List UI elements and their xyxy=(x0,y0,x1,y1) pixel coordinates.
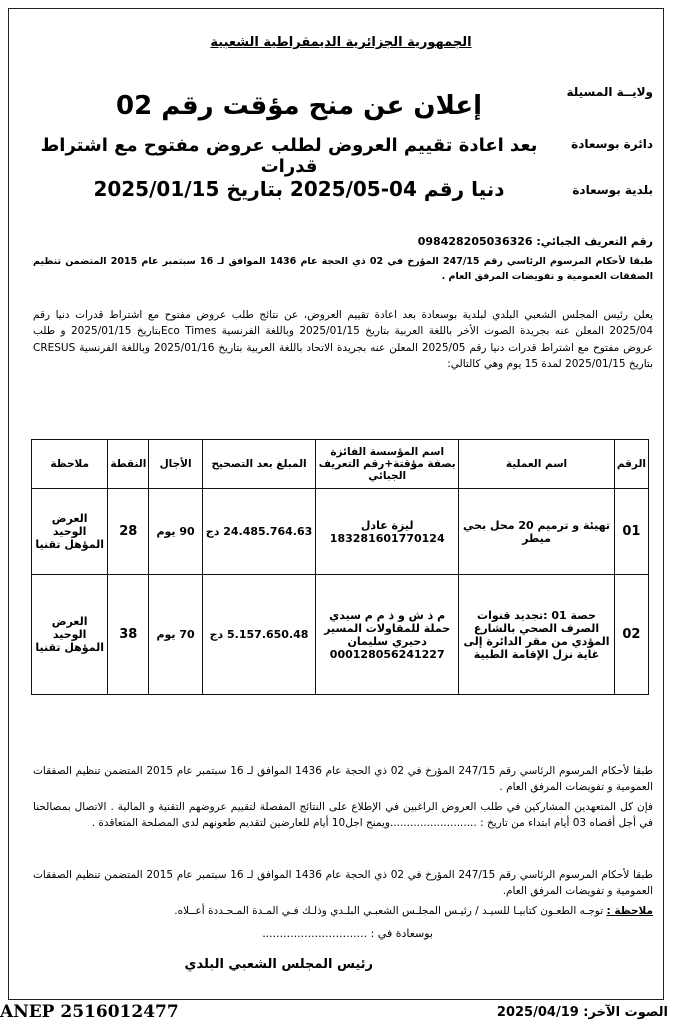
company-name: ليزة عادل xyxy=(360,518,414,532)
wilaya-label: ولايــة المسيلة xyxy=(566,85,653,99)
closing-decree-2: طبقا لأحكام المرسوم الرئاسي رقم 247/15 المؤرخ في 02 ذي الحجة عام 1436 الموافق لـ 16 سبتمبر عام 2015 المتضمن تنظيم الصفقات العمومية و تفويضات المرفق العام. xyxy=(33,869,654,898)
row-score: 28 xyxy=(108,489,149,575)
row-note: العرض الوحيد المؤهل تقنيا xyxy=(32,575,108,695)
col-delay: الأجال xyxy=(149,440,203,489)
row-operation: تهيئة و ترميم 20 محل بحي ميطر xyxy=(459,489,615,575)
col-operation: اسم العملية xyxy=(459,440,615,489)
closing-contact: فإن كل المتعهدين المشاركين في طلب العروض الراغبين في الإطلاع على النتائج المفصلة لتقييم عروضهم التقنية و المالية . الاتصال بمصالحنا في أجل أقصاه 03 أيام ابتداء من تاريخ : ..........................ويمنح اجل10 أيام للعارضين لتقديم طعونهم لدى المصلحة المتعاقدة . xyxy=(33,801,653,830)
newspaper-date: الصوت الآخر: 2025/04/19 xyxy=(496,1005,668,1020)
row-operation: حصة 01 :تجديد قنوات الصرف الصحي بالشارع المؤدي من مقر الدائرة إلى غاية نزل الإقامة الطبية xyxy=(459,575,615,695)
row-amount: 24.485.764.63 دج xyxy=(202,489,315,575)
signature-title: رئيس المجلس الشعبي البلدي xyxy=(184,957,373,972)
note-text: توجـه الطعـون كتابيـا للسيـد / رئيـس المجلـس الشعبـي البلـدي وذلـك فـي المـدة المـحـددة أعــلاه. xyxy=(174,905,604,917)
row-company xyxy=(316,489,459,575)
row-company xyxy=(316,575,459,695)
announcement-title: إعلان عن منح مؤقت رقم 02 xyxy=(116,91,482,121)
announcement-frame xyxy=(8,8,664,1000)
row-number: 02 xyxy=(614,575,648,695)
note-line xyxy=(33,903,653,919)
table-row xyxy=(32,489,649,575)
col-amount: المبلغ بعد التصحيح xyxy=(202,440,315,489)
announcement-subtitle: بعد اعادة تقييم العروض لطلب عروض مفتوح مع اشتراط قدرات xyxy=(40,135,538,177)
col-note: ملاحظة xyxy=(32,440,108,489)
announcement-reference: دنيا رقم 04-2025/05 بتاريخ 2025/01/15 xyxy=(93,177,505,201)
daira-label: دائرة بوسعادة xyxy=(571,137,653,151)
company-tax-id: 183281601770124 xyxy=(329,531,445,545)
row-note: العرض الوحيد المؤهل تقنيا xyxy=(32,489,108,575)
table-row xyxy=(32,575,649,695)
row-score: 38 xyxy=(108,575,149,695)
row-delay: 90 يوم xyxy=(149,489,203,575)
country-name: الجمهورية الجزائرية الديمقراطية الشعبية xyxy=(210,35,472,50)
anep-reference: ANEP 2516012477 xyxy=(0,1002,179,1022)
row-amount: 5.157.650.48 دج xyxy=(202,575,315,695)
col-score: النقطة xyxy=(108,440,149,489)
row-delay: 70 يوم xyxy=(149,575,203,695)
announcement-body xyxy=(29,27,653,999)
closing-decree: طبقا لأحكام المرسوم الرئاسي رقم 247/15 المؤرخ في 02 ذي الحجة عام 1436 الموافق لـ 16 سبتمبر عام 2015 المتضمن تنظيم الصفقات العمومية و تفويضات المرفق العام . xyxy=(33,765,654,794)
table-header-row xyxy=(32,440,649,489)
tax-id: رقم التعريف الجبائي: 098428205036326 xyxy=(417,235,653,248)
note-label: ملاحظة : xyxy=(606,905,653,917)
place-date: بوسعادة في : .............................. xyxy=(262,927,433,940)
intro-body: يعلن رئيس المجلس الشعبي البلدي لبلدية بوسعادة بعد اعادة تقييم العروض، عن نتائج طلب عروض مفتوح مع اشتراط قدرات دنيا رقم 2025/04 المعلن عنه بجريدة الصوت الأخر باللغة العربية بتاريخ 2025/01/15 وباللغة الفرنسية Eco Timesبتاريخ 2025/01/15 و طلب عروض مفتوح مع اشتراط قدرات دنيا رقم 2025/05 المعلن عنه بجريدة الاتحاد باللغة العربية بتاريخ 2025/01/16 وباللغة الفرنسية CRESUS بتاريخ 2025/01/15 لمدة 15 يوم وهي كالتالي: xyxy=(33,309,653,370)
decree-text: طبقا لأحكام المرسوم الرئاسي رقم 247/15 المؤرخ في 02 ذي الحجة عام 1436 الموافق لـ 16 سبتمبر عام 2015 المتضمن تنظيم الصفقات العمومية و تفويضات المرفق العام . xyxy=(33,256,653,282)
results-table xyxy=(31,439,649,695)
baladiya-label: بلدية بوسعادة xyxy=(572,183,653,197)
company-name: م ذ ش و ذ م م سيدي حملة للمقاولات المسير دحيري سليمان xyxy=(324,608,451,648)
company-tax-id: 000128056241227 xyxy=(329,647,445,661)
col-company: اسم المؤسسة الفائزة بصفة مؤقتة+رقم التعريف الجبائي xyxy=(316,440,459,489)
col-number: الرقم xyxy=(614,440,648,489)
row-number: 01 xyxy=(614,489,648,575)
